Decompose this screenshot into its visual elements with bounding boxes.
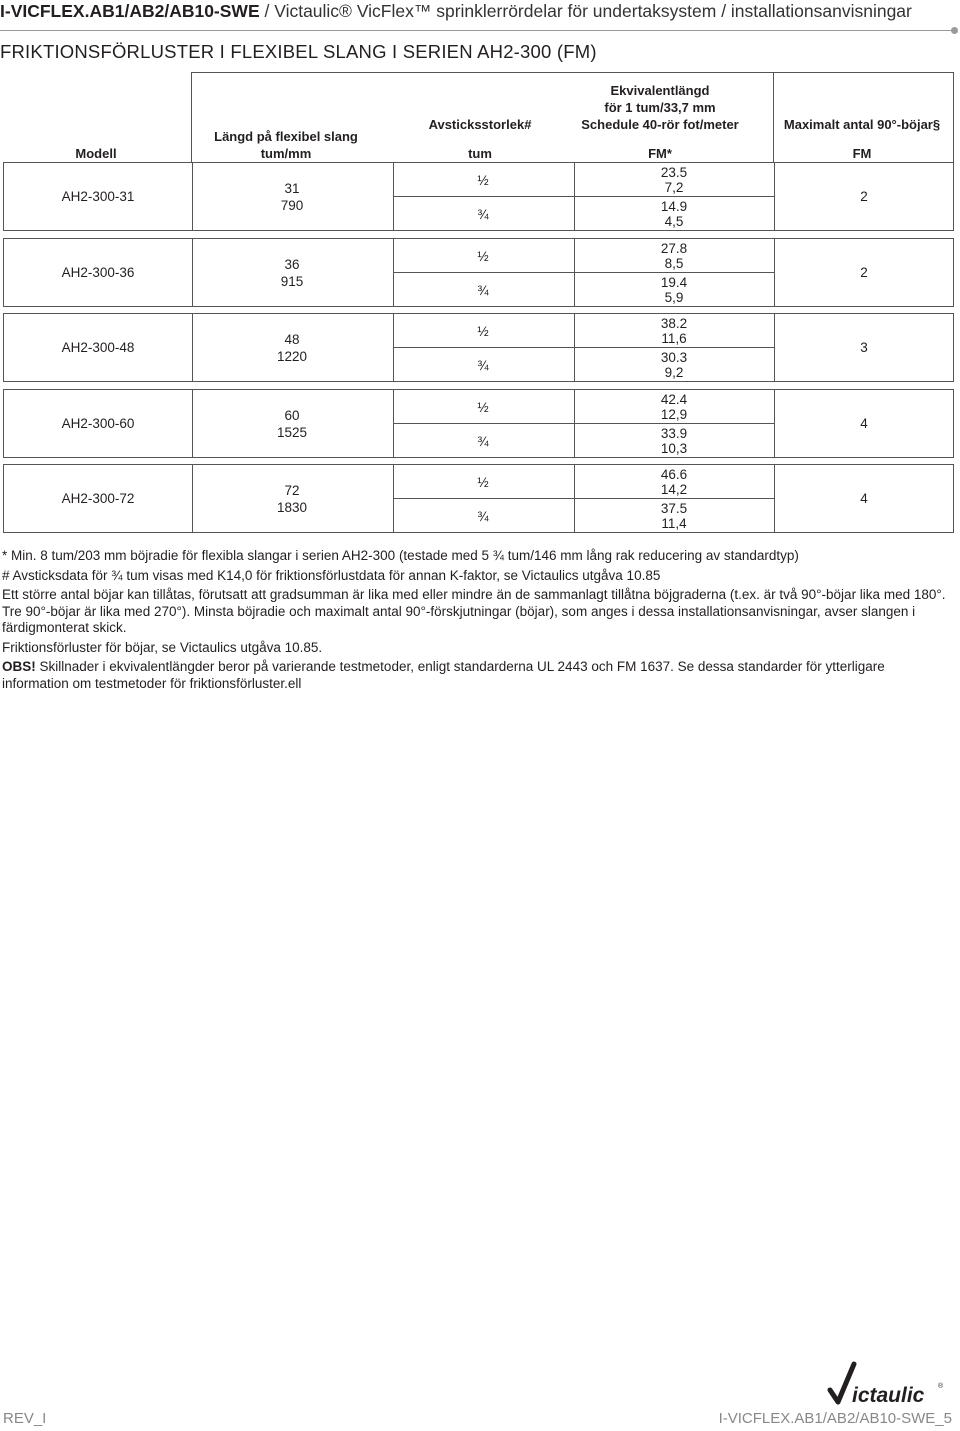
column-divider: [192, 314, 193, 381]
model-cell: AH2-300-72: [61, 491, 135, 506]
header-equiv-line3: Schedule 40-rör fot/meter: [581, 117, 739, 132]
outlet-size-2: ¾: [477, 509, 489, 524]
footer-page-code: I-VICFLEX.AB1/AB2/AB10-SWE_5: [718, 1410, 952, 1427]
model-cell: AH2-300-48: [61, 340, 135, 355]
equiv-1-m: 7,2: [664, 180, 684, 195]
sub-row-divider: [393, 347, 774, 348]
equiv-1-m: 12,9: [660, 407, 688, 422]
length-in-cell: 72: [284, 483, 300, 498]
equiv-2-ft: 30.3: [660, 350, 688, 365]
table-row: [3, 238, 954, 307]
length-mm-cell: 790: [280, 198, 304, 213]
length-in-cell: 60: [284, 408, 300, 423]
notes: [2, 548, 952, 695]
length-in-cell: 48: [284, 332, 300, 347]
document-header: [0, 0, 960, 26]
outlet-size-1: ½: [477, 324, 489, 339]
header-bends: Maximalt antal 90°-böjar§: [783, 117, 941, 132]
header-outlet: Avsticksstorlek#: [428, 117, 532, 132]
header-rule: [0, 30, 955, 31]
equiv-2-m: 9,2: [664, 365, 684, 380]
section-title: FRIKTIONSFÖRLUSTER I FLEXIBEL SLANG I SERIEN AH2-300 (FM): [0, 41, 597, 62]
equiv-2-ft: 33.9: [660, 426, 688, 441]
table-row: [3, 464, 954, 533]
equiv-1-m: 8,5: [664, 256, 684, 271]
length-mm-cell: 1830: [276, 500, 308, 515]
header-length-line2: tum/mm: [260, 146, 312, 161]
model-cell: AH2-300-36: [61, 265, 135, 280]
header-outlet-unit: tum: [468, 146, 492, 161]
column-divider: [192, 465, 193, 532]
equiv-2-m: 5,9: [664, 290, 684, 305]
max-bends-cell: 3: [860, 340, 868, 355]
note-min-radius: * Min. 8 tum/203 mm böjradie för flexibla slangar i serien AH2-300 (testade med 5 ¾ tum/146 mm lång rak reducering av standardtyp): [2, 548, 799, 563]
sub-row-divider: [393, 423, 774, 424]
equiv-2-ft: 19.4: [660, 275, 688, 290]
svg-text:ictaulic: ictaulic: [852, 1384, 925, 1407]
document-code: I-VICFLEX.AB1/AB2/AB10-SWE: [0, 1, 260, 21]
max-bends-cell: 4: [860, 416, 868, 431]
header-equiv-unit: FM*: [648, 146, 672, 161]
victaulic-logo: [824, 1358, 956, 1408]
header-equiv-line1: Ekvivalentlängd: [610, 83, 710, 98]
equiv-1-m: 14,2: [660, 482, 688, 497]
equiv-1-m: 11,6: [661, 331, 687, 346]
equiv-2-m: 10,3: [660, 441, 688, 456]
header-rule-dot: [951, 27, 958, 34]
outlet-size-1: ½: [477, 249, 489, 264]
column-divider: [192, 239, 193, 306]
sub-row-divider: [393, 272, 774, 273]
obs-label: OBS!: [2, 659, 36, 674]
equiv-1-ft: 46.6: [660, 467, 688, 482]
obs-text: Skillnader i ekvivalentlängder beror på varierande testmetoder, enligt standarderna UL 2443 och FM 1637. Se dessa standarder för ytterligare information om testmetoder för friktionsförluster.ell: [2, 659, 885, 691]
note-bend-losses: Friktionsförluster för böjar, se Victaulics utgåva 10.85.: [2, 639, 323, 655]
table-row: [3, 162, 954, 231]
equiv-2-ft: 37.5: [660, 501, 688, 516]
equiv-2-m: 4,5: [664, 214, 684, 229]
model-cell: AH2-300-60: [61, 416, 135, 431]
outlet-size-1: ½: [477, 475, 489, 490]
equiv-2-m: 11,4: [661, 516, 687, 531]
outlet-size-2: ¾: [477, 207, 489, 222]
equiv-1-ft: 27.8: [660, 241, 688, 256]
table-row: [3, 313, 954, 382]
note-obs: [2, 659, 952, 692]
outlet-size-2: ¾: [477, 434, 489, 449]
outlet-size-1: ½: [477, 400, 489, 415]
max-bends-cell: 4: [860, 491, 868, 506]
length-in-cell: 31: [284, 181, 300, 196]
footer-revision: REV_I: [3, 1410, 47, 1427]
equiv-1-ft: 38.2: [660, 316, 688, 331]
note-outlet-data: # Avsticksdata för ¾ tum visas med K14,0 för friktionsförlustdata för annan K-faktor, se Victaulics utgåva 10.85: [2, 567, 661, 583]
equiv-2-ft: 14.9: [660, 199, 688, 214]
table-row: [3, 389, 954, 458]
equiv-1-ft: 42.4: [660, 392, 688, 407]
equiv-1-ft: 23.5: [660, 165, 688, 180]
column-divider: [192, 163, 193, 230]
length-mm-cell: 915: [280, 274, 304, 289]
max-bends-cell: 2: [860, 265, 868, 280]
outlet-size-1: ½: [477, 173, 489, 188]
length-mm-cell: 1525: [276, 425, 308, 440]
header-equiv-line2: för 1 tum/33,7 mm: [604, 100, 716, 115]
svg-text:®: ®: [938, 1383, 944, 1390]
header-bends-unit: FM: [852, 146, 872, 161]
max-bends-cell: 2: [860, 189, 868, 204]
sub-row-divider: [393, 498, 774, 499]
header-length-line1: Längd på flexibel slang: [214, 129, 358, 144]
column-divider: [192, 390, 193, 457]
length-in-cell: 36: [284, 257, 300, 272]
document-description: / Victaulic® VicFlex™ sprinklerrördelar för undertaksystem / installationsanvisningar: [259, 1, 912, 21]
header-modell: Modell: [75, 146, 117, 161]
note-more-bends: Ett större antal böjar kan tillåtas, förutsatt att gradsumman är lika med eller mindre än de sammanlagt tillåtna böjgraderna (t.ex. är två 90°-böjar lika med 180°. Tre 90°-böjar är lika med 270°). Minsta böjradie och maximalt antal 90°-förskjutningar (böjar), som anges i dessa installationsanvisningar, avser slangen i färdigmonterat skick.: [2, 587, 946, 635]
model-cell: AH2-300-31: [61, 189, 135, 204]
outlet-size-2: ¾: [477, 283, 489, 298]
sub-row-divider: [393, 196, 774, 197]
outlet-size-2: ¾: [477, 358, 489, 373]
length-mm-cell: 1220: [276, 349, 308, 364]
